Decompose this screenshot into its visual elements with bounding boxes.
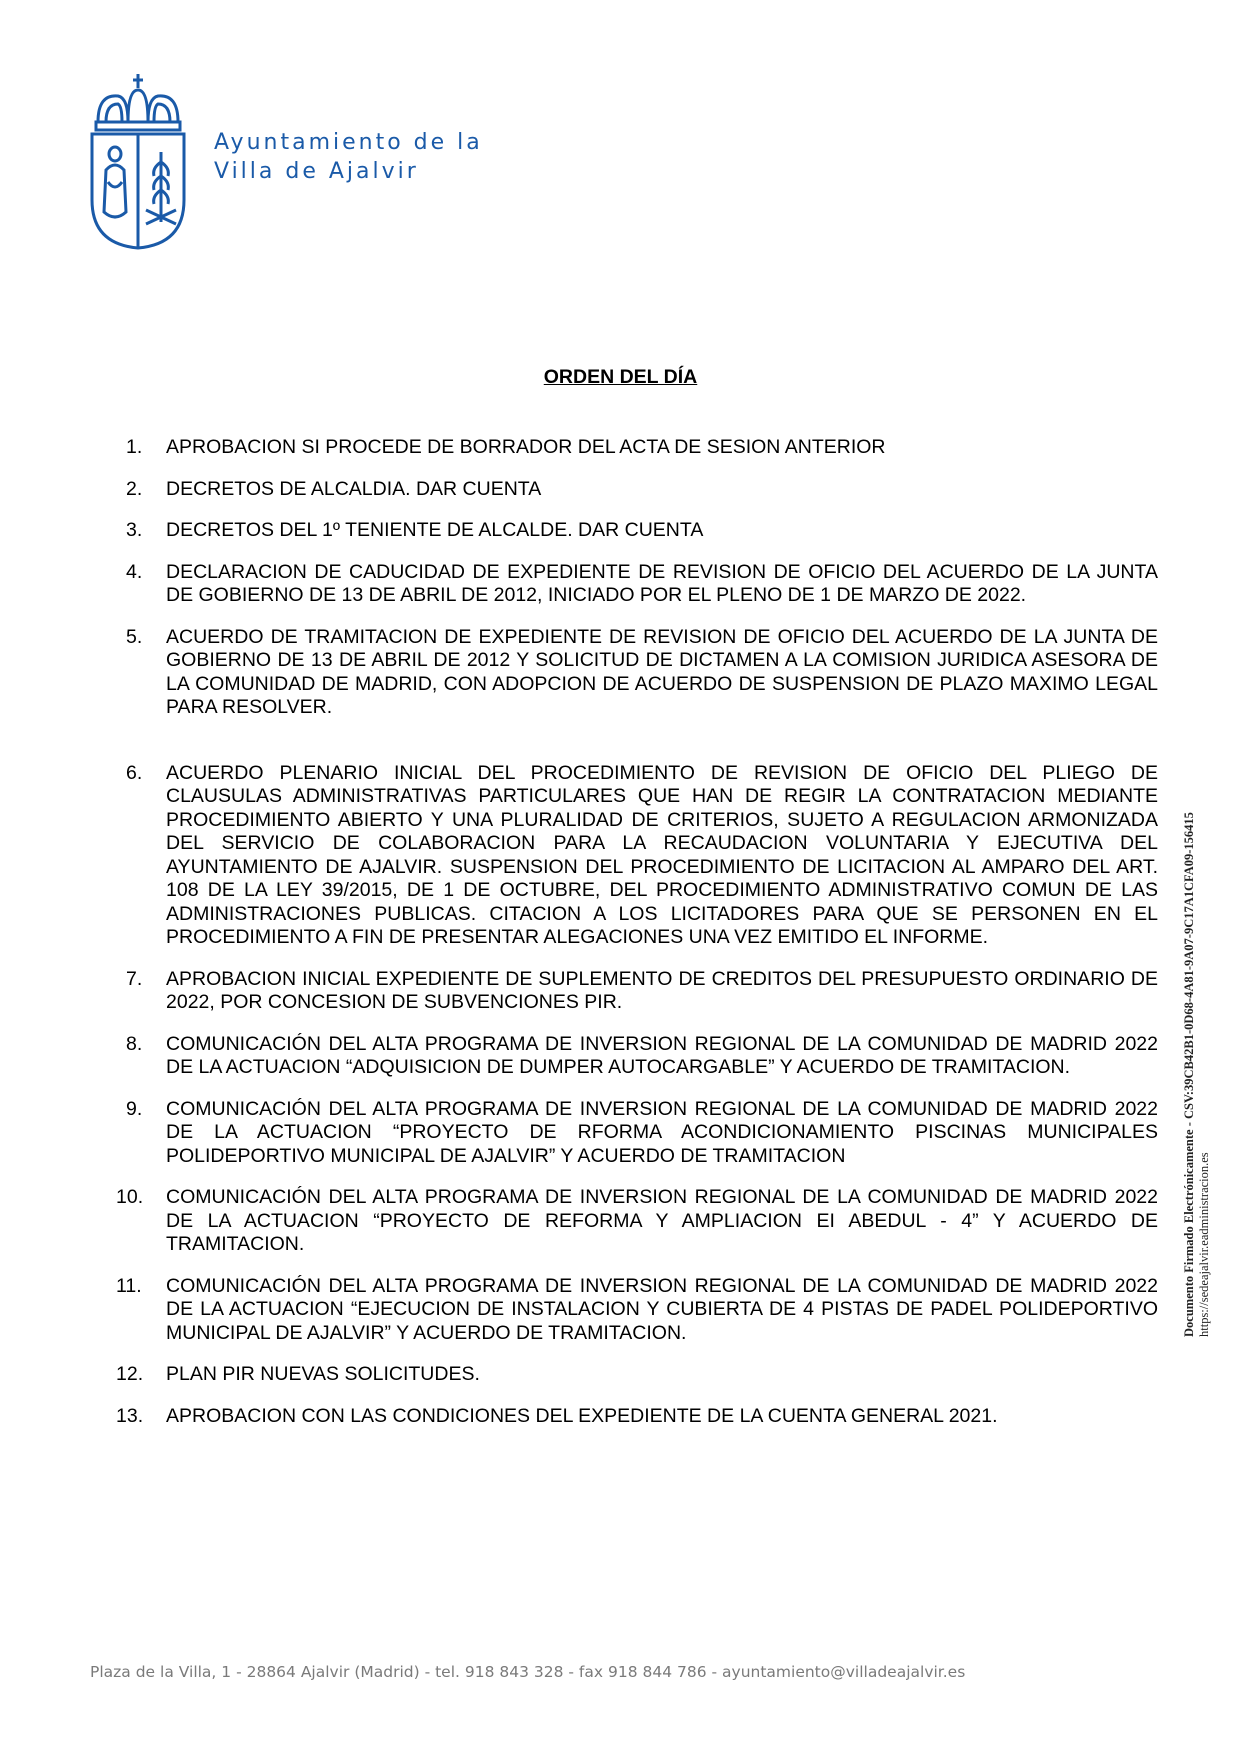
agenda-item-number: 2. — [126, 477, 143, 500]
agenda-item — [116, 1275, 1158, 1346]
organization-name-line2: Villa de Ajalvir — [214, 159, 419, 184]
coat-of-arms-logo — [88, 72, 188, 252]
agenda-item-text: PLAN PIR NUEVAS SOLICITUDES. — [166, 1363, 480, 1385]
agenda-item-number: 3. — [126, 519, 143, 541]
agenda-item-text: COMUNICACIÓN DEL ALTA PROGRAMA DE INVERSION REGIONAL DE LA COMUNIDAD DE MADRID 2022 DE LA ACTUACION “PROYECTO DE REFORMA Y AMPLIACION EI ABEDUL - 4” Y ACUERDO DE TRAMITACION. — [166, 1186, 1158, 1255]
agenda-item-text: ACUERDO PLENARIO INICIAL DEL PROCEDIMIENTO DE REVISION DE OFICIO DEL PLIEGO DE CLAUSULAS ADMINISTRATIVAS PARTICULARES QUE HAN DE REGIR LA CONTRATACION MEDIANTE PROCEDIMIENTO ABIERTO Y UNA PLURALIDAD DE CRITERIOS, SUJETO A REGULACION ARMONIZADA DEL SERVICIO DE COLABORACION PARA LA RECAUDACION VOLUNTARIA Y EJECUTIVA DEL AYUNTAMIENTO DE AJALVIR. SUSPENSION DEL PROCEDIMIENTO DE LICITACION AL AMPARO DEL ART. 108 DE LA LEY 39/2015, DE 1 DE OCTUBRE, DEL PROCEDIMIENTO ADMINISTRATIVO COMUN DE LAS ADMINISTRACIONES PUBLICAS. CITACION A LOS LICITADORES PARA QUE SE PERSONEN EN EL PROCEDIMIENTO A FIN DE PRESENTAR ALEGACIONES UNA VEZ EMITIDO EL INFORME. — [166, 761, 1158, 948]
agenda-list — [116, 436, 1158, 1428]
agenda-item — [116, 1405, 1158, 1429]
agenda-item-number: 1. — [126, 436, 143, 458]
agenda-item — [116, 1033, 1158, 1080]
agenda-item-number: 10. — [116, 1186, 144, 1208]
agenda-item-number: 7. — [126, 967, 143, 990]
agenda-item-text: DECRETOS DEL 1º TENIENTE DE ALCALDE. DAR CUENTA — [166, 519, 704, 541]
agenda-item-text: APROBACION INICIAL EXPEDIENTE DE SUPLEMENTO DE CREDITOS DEL PRESUPUESTO ORDINARIO DE 2022, POR CONCESION DE SUBVENCIONES PIR. — [166, 967, 1158, 1013]
electronic-signature-stamp — [1182, 812, 1212, 1337]
organization-name — [214, 128, 483, 186]
agenda-item — [116, 519, 1158, 543]
agenda-item-text: DECRETOS DE ALCALDIA. DAR CUENTA — [166, 477, 542, 500]
agenda-item-number: 6. — [126, 761, 143, 784]
agenda-item — [116, 968, 1158, 1015]
agenda-item-number: 11. — [116, 1274, 142, 1297]
agenda-item — [116, 626, 1158, 720]
agenda-item-text: DECLARACION DE CADUCIDAD DE EXPEDIENTE DE REVISION DE OFICIO DEL ACUERDO DE LA JUNTA DE GOBIERNO DE 13 DE ABRIL DE 2012, INICIADO POR EL PLENO DE 1 DE MARZO DE 2022. — [166, 560, 1158, 606]
agenda-item — [116, 561, 1158, 608]
agenda-item-number: 12. — [116, 1363, 144, 1385]
agenda-item-text: APROBACION SI PROCEDE DE BORRADOR DEL ACTA DE SESION ANTERIOR — [166, 436, 886, 458]
agenda-item-number: 13. — [116, 1404, 144, 1427]
agenda-item — [116, 478, 1158, 502]
agenda-item-number: 9. — [126, 1097, 143, 1120]
agenda-item — [116, 436, 1158, 460]
agenda-item — [116, 1363, 1158, 1387]
document-title: ORDEN DEL DÍA — [543, 366, 698, 388]
agenda-item — [116, 1098, 1158, 1169]
agenda-item — [116, 1186, 1158, 1257]
stamp-url-line: https://sedeajalvir.eadministracion.es — [1197, 1152, 1211, 1337]
stamp-csv-line: Documento Firmado Electrónicamente - CSV:39CB42B1-0D68-4A81-9A07-9C17A1CFA09-156415 — [1182, 812, 1196, 1337]
agenda-item — [116, 762, 1158, 950]
agenda-item-text: COMUNICACIÓN DEL ALTA PROGRAMA DE INVERSION REGIONAL DE LA COMUNIDAD DE MADRID 2022 DE LA ACTUACION “PROYECTO DE RFORMA ACONDICIONAMIENTO PISCINAS MUNICIPALES POLIDEPORTIVO MUNICIPAL DE AJALVIR” Y ACUERDO DE TRAMITACION — [166, 1097, 1158, 1167]
footer-address: Plaza de la Villa, 1 - 28864 Ajalvir (Madrid) - tel. 918 843 328 - fax 918 844 786 - ayuntamiento@villadeajalvir.es — [90, 1663, 966, 1681]
agenda-item-text: COMUNICACIÓN DEL ALTA PROGRAMA DE INVERSION REGIONAL DE LA COMUNIDAD DE MADRID 2022 DE LA ACTUACION “ADQUISICION DE DUMPER AUTOCARGABLE” Y ACUERDO DE TRAMITACION. — [166, 1032, 1158, 1078]
agenda-item-number: 5. — [126, 625, 143, 648]
agenda-item-text: COMUNICACIÓN DEL ALTA PROGRAMA DE INVERSION REGIONAL DE LA COMUNIDAD DE MADRID 2022 DE LA ACTUACION “EJECUCION DE INSTALACION Y CUBIERTA DE 4 PISTAS DE PADEL POLIDEPORTIVO MUNICIPAL DE AJALVIR” Y ACUERDO DE TRAMITACION. — [166, 1274, 1158, 1344]
organization-name-line1: Ayuntamiento de la — [214, 130, 483, 155]
agenda-item-number: 4. — [126, 560, 143, 583]
agenda-item-text: ACUERDO DE TRAMITACION DE EXPEDIENTE DE REVISION DE OFICIO DEL ACUERDO DE LA JUNTA DE GOBIERNO DE 13 DE ABRIL DE 2012 Y SOLICITUD DE DICTAMEN A LA COMISION JURIDICA ASESORA DE LA COMUNIDAD DE MADRID, CON ADOPCION DE ACUERDO DE SUSPENSION DE PLAZO MAXIMO LEGAL PARA RESOLVER. — [166, 625, 1158, 718]
agenda-item-text: APROBACION CON LAS CONDICIONES DEL EXPEDIENTE DE LA CUENTA GENERAL 2021. — [166, 1404, 998, 1427]
agenda-item-number: 8. — [126, 1032, 143, 1055]
